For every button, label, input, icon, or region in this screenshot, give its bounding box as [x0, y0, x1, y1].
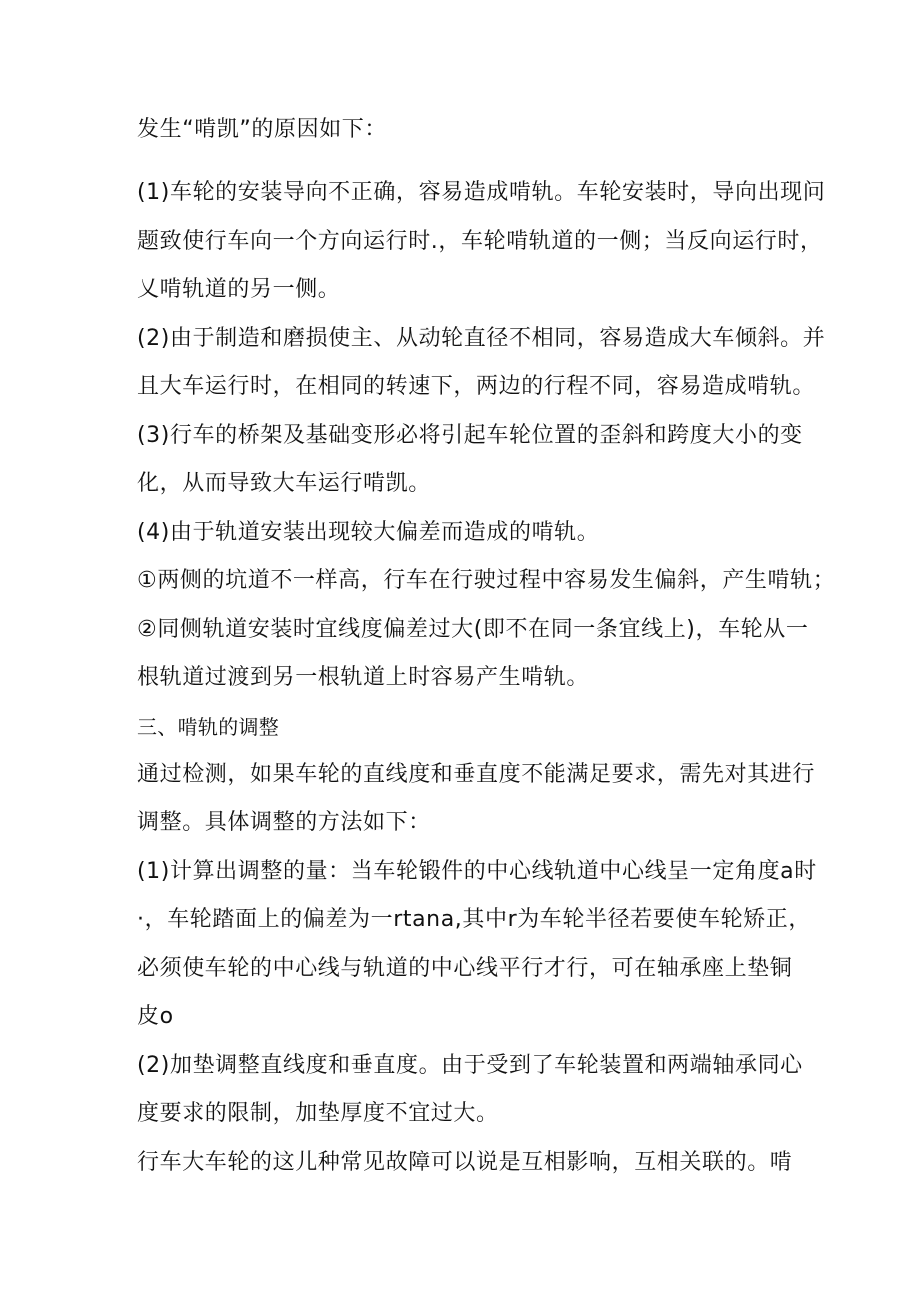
text-line-cause-4: (4)由于轨道安装出现较大偏差而造成的啃轨。 [137, 520, 600, 545]
text-line-cause-3b: 化，从而导致大车运行啃凯。 [137, 471, 431, 496]
text-line-adjust-intro-b: 调整。具体调整的方法如下： [137, 810, 431, 835]
text-line-adjust-1a: (1)计算出调整的量：当车轮锻件的中心线轨道中心线呈一定角度a时 [137, 859, 817, 884]
text-line-cause-4-sub-2b: 根轨道过渡到另一根轨道上时容易产生啃轨。 [137, 665, 590, 690]
text-line-cause-4-sub-2a: ②同侧轨道安装时宜线度偏差过大(即不在同一条宜线上)，车轮从一 [137, 617, 809, 642]
text-line-cause-2b: 且大车运行时，在相同的转速下，两边的行程不同，容易造成啃轨。 [137, 374, 816, 399]
text-line-cause-3a: (3)行车的桥架及基础变形必将引起车轮位置的歪斜和跨度大小的变 [137, 423, 803, 448]
text-line-intro: 发生“啃凯”的原因如下： [137, 117, 387, 142]
text-line-adjust-1b: ·，车轮踏面上的偏差为一rtana,其中r为车轮半径若要使车轮矫正， [137, 907, 812, 932]
text-line-cause-1a: (1)车轮的安装导向不正确，容易造成啃轨。车轮安装时，导向出现问 [137, 180, 826, 205]
text-line-cause-1c: 乂啃轨道的另一侧。 [137, 277, 341, 302]
text-line-adjust-2a: (2)加垫调整直线度和垂直度。由于受到了车轮装置和两端轴承同心 [137, 1053, 803, 1078]
text-line-cause-4-sub-1: ①两侧的坑道不一样高，行车在行驶过程中容易发生偏斜，产生啃轨； [137, 568, 836, 593]
text-line-adjust-intro-a: 通过检测，如果车轮的直线度和垂直度不能满足要求，需先对其进行 [137, 762, 816, 787]
section-heading-adjustment: 三、啃轨的调整 [137, 715, 280, 739]
text-line-adjust-1d: 皮o [137, 1004, 174, 1029]
text-line-cause-2a: (2)由于制造和磨损使主、从动轮直径不相同，容易造成大车倾斜。并 [137, 326, 826, 351]
text-line-summary: 行车大车轮的这儿种常见故障可以说是互相影响，互相关联的。啃 [137, 1150, 793, 1175]
text-line-adjust-2b: 度要求的限制，加垫厚度不宜过大。 [137, 1101, 499, 1126]
text-line-cause-1b: 题致使行车向一个方向运行时.，车轮啃轨道的一侧；当反向运行时， [137, 229, 823, 254]
text-line-adjust-1c: 必须使车轮的中心线与轨道的中心线平行才行，可在轴承座上垫铜 [137, 956, 793, 981]
